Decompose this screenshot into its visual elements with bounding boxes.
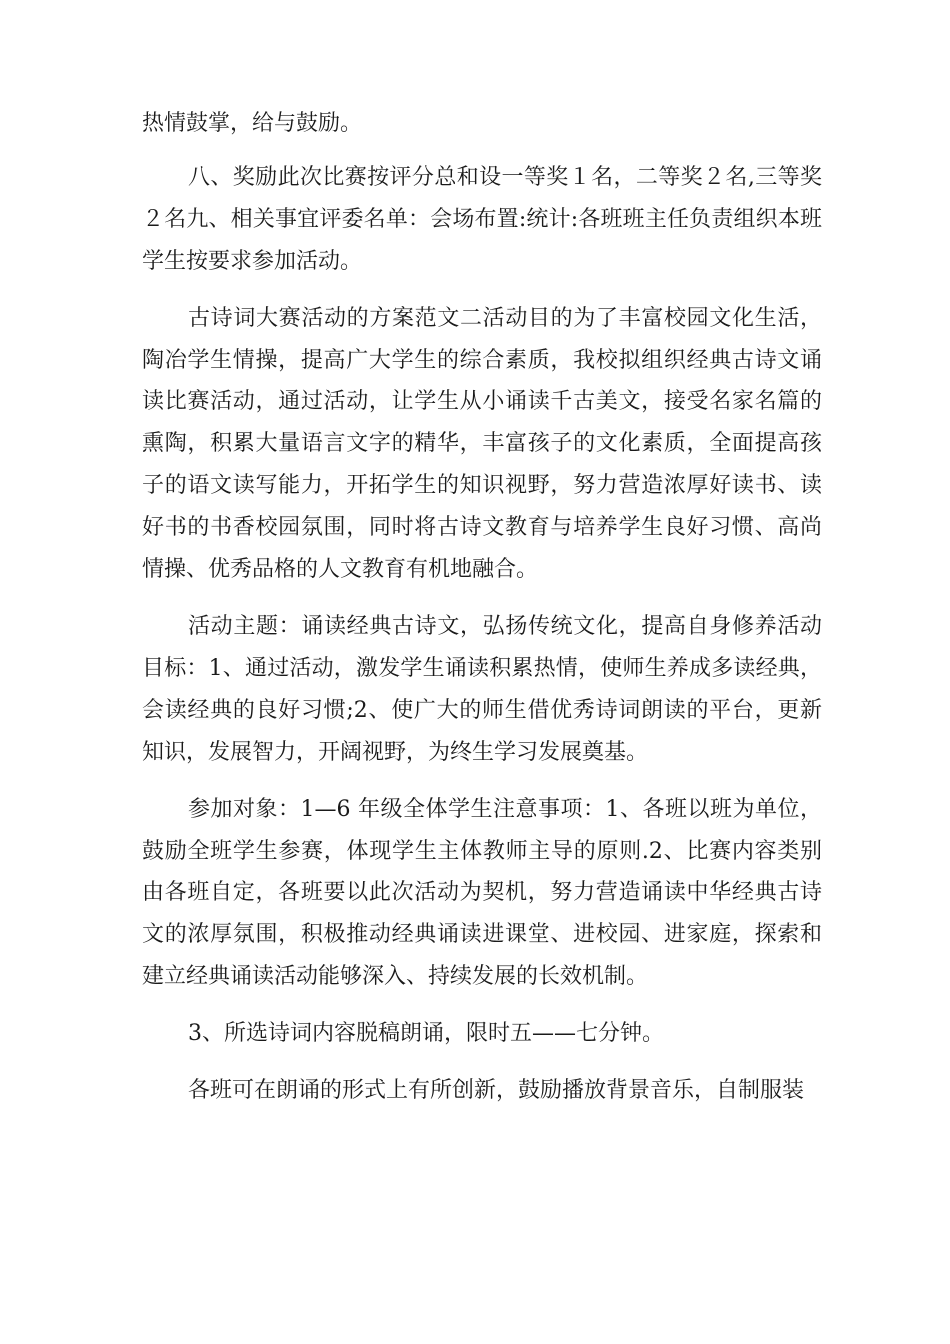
paragraph-activity-theme: 活动主题：诵读经典古诗文，弘扬传统文化，提高自身修养活动目标：1、通过活动，激发学生诵读积累热情，使师生养成多读经典，会读经典的良好习惯;2、使广大的师生借优秀诗词朗读的平台，更新知识，发展智力，开阔视野，为终生学习发展奠基。	[142, 613, 822, 765]
paragraph-activity-purpose: 古诗词大赛活动的方案范文二活动目的为了丰富校园文化生活，陶冶学生情操，提高广大学生的综合素质，我校拟组织经典古诗文诵读比赛活动，通过活动，让学生从小诵读千古美文，接受名家名篇的熏陶，积累大量语言文字的精华，丰富孩子的文化素质，全面提高孩子的语文读写能力，开拓学生的知识视野，努力营造浓厚好读书、读好书的书香校园氛围，同时将古诗文教育与培养学生良好习惯、高尚情操、优秀品格的人文教育有机地融合。	[142, 305, 822, 583]
paragraph-awards: 八、奖励此次比赛按评分总和设一等奖１名，二等奖２名,三等奖２名九、相关事宜评委名单：会场布置:统计:各班班主任负责组织本班学生按要求参加活动。	[142, 164, 822, 274]
paragraph-participants: 参加对象：1—6 年级全体学生注意事项：1、各班以班为单位，鼓励全班学生参赛，体现学生主体教师主导的原则.2、比赛内容类别由各班自定，各班要以此次活动为契机，努力营造诵读中华经典古诗文的浓厚氛围，积极推动经典诵读进课堂、进校园、进家庭，探索和建立经典诵读活动能够深入、持续发展的长效机制。	[142, 796, 822, 990]
paragraph-performance-form: 各班可在朗诵的形式上有所创新，鼓励播放背景音乐，自制服装	[188, 1078, 805, 1104]
document-body	[142, 103, 822, 1127]
paragraph-time-limit: 3、所选诗词内容脱稿朗诵，限时五——七分钟。	[188, 1021, 664, 1047]
paragraph-continuation: 热情鼓掌，给与鼓励。	[142, 111, 363, 136]
